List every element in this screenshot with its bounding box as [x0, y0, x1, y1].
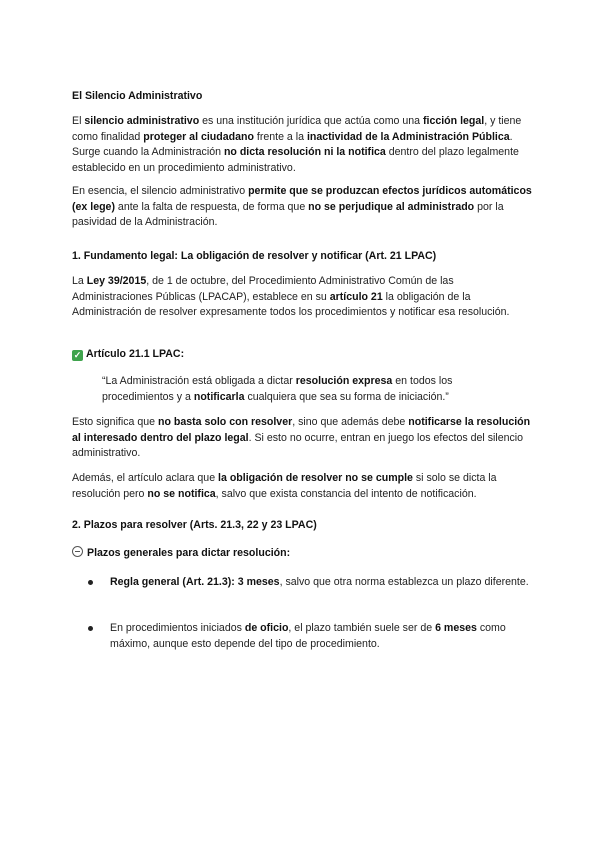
text: Esto significa que — [72, 416, 158, 428]
text: , de 1 de octubre, del Procedimiento Administrativo Común de las Administraciones Públicas (LPACAP), establece en su — [72, 275, 454, 303]
text: ante la falta de respuesta, de forma que — [114, 200, 309, 213]
bold-text: artículo 21 — [329, 290, 383, 303]
bold-text: proteger al ciudadano — [143, 130, 254, 143]
bold-text: no se perjudique al administrado — [308, 200, 475, 213]
clock-icon — [72, 546, 83, 557]
text: por la pasividad de la Administración. — [72, 200, 504, 229]
section-heading-2: 2. Plazos para resolver (Arts. 21.3, 22 y 23 LPAC) — [72, 519, 317, 531]
text: , sino que además debe — [292, 416, 409, 428]
bold-text: permite que se produzcan efectos jurídicos automáticos (ex lege) — [72, 185, 532, 213]
section-heading-1: 1. Fundamento legal: La obligación de resolver y notificar (Art. 21 LPAC) — [72, 250, 437, 262]
plazos-heading-label: Plazos generales para dictar resolución: — [87, 547, 291, 559]
bold-text: 6 meses — [435, 622, 477, 634]
bold-text: no se notifica — [147, 487, 216, 500]
text: en todos los procedimientos y a — [102, 375, 453, 403]
text: , salvo que exista constancia del intento de notificación. — [215, 487, 477, 500]
text: frente a la — [253, 130, 307, 143]
bold-text: de oficio — [244, 622, 289, 634]
text: cualquiera que sea su forma de iniciación.” — [244, 390, 449, 403]
article-heading — [72, 347, 532, 363]
article-heading-label: Artículo 21.1 LPAC: — [86, 348, 185, 360]
bold-text: resolución expresa — [295, 375, 393, 387]
text: . Surge cuando la Administración — [72, 130, 513, 159]
bold-text: ficción legal — [422, 115, 485, 127]
text: El — [72, 115, 85, 127]
bold-text: Ley 39/2015 — [86, 275, 147, 287]
clarification-paragraph — [72, 471, 532, 502]
text: si solo se dicta la resolución pero — [72, 472, 497, 500]
text: La — [72, 275, 87, 287]
bullet-icon — [88, 580, 93, 585]
meaning-paragraph — [72, 415, 532, 462]
bullet-icon — [88, 626, 93, 631]
law-paragraph — [72, 274, 532, 321]
document-title: El Silencio Administrativo — [72, 90, 203, 102]
article-quote — [102, 374, 502, 405]
text: dentro del plazo legalmente establecido en un procedimiento administrativo. — [72, 146, 519, 174]
text: es una institución jurídica que actúa como una — [199, 115, 423, 127]
text: En esencia, el silencio administrativo — [72, 185, 249, 197]
essence-paragraph — [72, 184, 532, 231]
plazos-heading — [72, 546, 532, 562]
checkmark-icon: ✓ — [73, 350, 82, 360]
text: En procedimientos iniciados — [110, 622, 245, 634]
text: la obligación de la Administración de resolver expresamente todos los procedimientos y notificar esa resolución. — [72, 290, 510, 319]
text: . Si esto no ocurre, entran en juego los efectos del silencio administrativo. — [72, 431, 524, 460]
text: Además, el artículo aclara que — [72, 472, 219, 484]
bold-text: notificarse la resolución al interesado dentro del plazo legal — [72, 416, 531, 444]
list-item-text — [110, 621, 530, 652]
text: “La Administración está obligada a dictar — [102, 375, 296, 387]
bold-text: inactividad de la Administración Pública — [306, 130, 510, 143]
intro-paragraph — [72, 114, 532, 176]
bold-text: notificarla — [193, 390, 245, 403]
text: , el plazo también suele ser de — [288, 622, 436, 634]
text: , y tiene como finalidad — [72, 115, 522, 143]
list-item-text — [110, 575, 530, 591]
text: , salvo que otra norma establezca un plazo diferente. — [279, 576, 529, 588]
bold-text: no dicta resolución ni la notifica — [223, 146, 386, 159]
bold-text: no basta solo con resolver — [157, 416, 293, 428]
bold-text: Regla general (Art. 21.3): 3 meses — [110, 576, 280, 588]
bold-text: silencio administrativo — [84, 115, 200, 127]
bold-text: la obligación de resolver no se cumple — [218, 472, 413, 484]
text: como máximo, aunque esto depende del tipo de procedimiento. — [110, 622, 506, 650]
